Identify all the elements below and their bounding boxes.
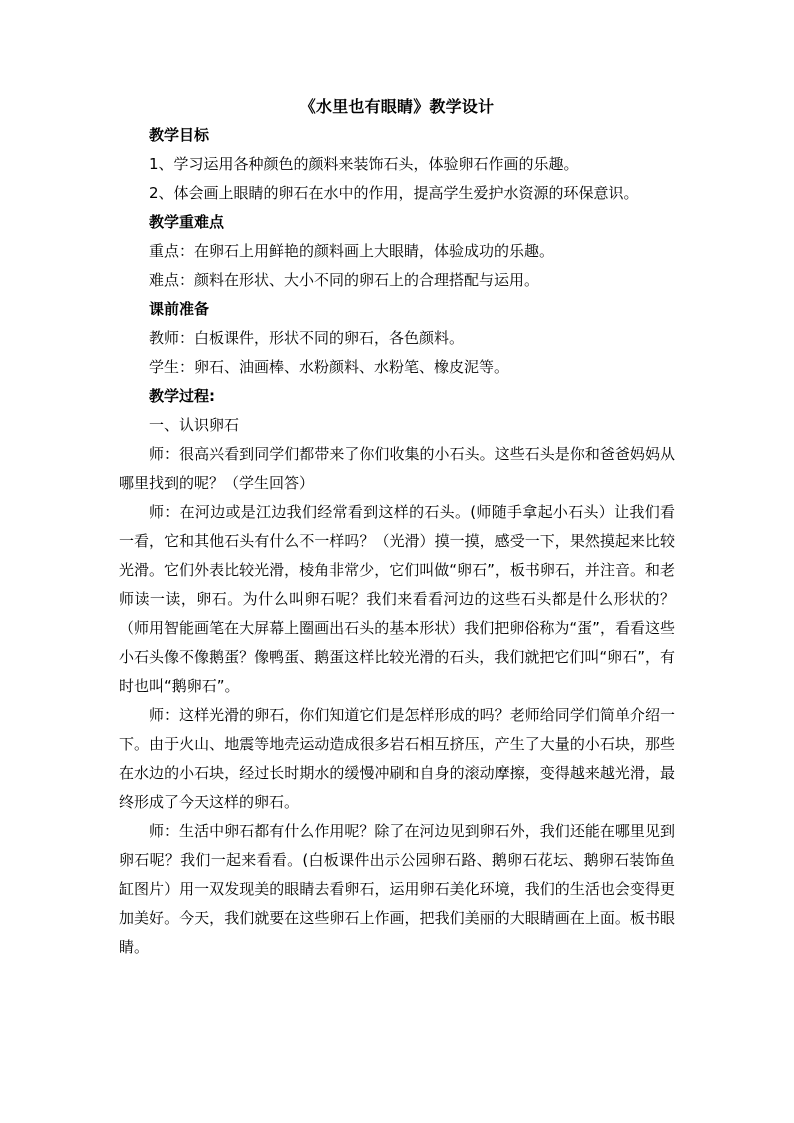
section-heading-preparation: 课前准备 [149,300,210,318]
difficult-point: 难点：颜料在形状、大小不同的卵石上的合理搭配与运用。 [149,271,540,289]
step-heading-1: 一、认识卵石 [149,416,240,434]
paragraph-3: 师：这样光滑的卵石，你们知道它们是怎样形成的吗？老师给同学们简单介绍一下。由于火山、地震等地壳运动造成很多岩石相互挤压，产生了大量的小石块，那些在水边的小石块，经过长时期水的缓慢冲刷和自身的滚动摩擦，变得越来越光滑，最终形成了今天这样的卵石。 [119,706,675,811]
student-preparation: 学生：卵石、油画棒、水粉颜料、水粉笔、橡皮泥等。 [149,358,510,376]
goal-item-2: 2、体会画上眼睛的卵石在水中的作用，提高学生爱护水资源的环保意识。 [149,184,639,202]
teacher-preparation: 教师：白板课件，形状不同的卵石，各色颜料。 [149,329,465,347]
paragraph-2: 师：在河边或是江边我们经常看到这样的石头。(师随手拿起小石头）让我们看一看，它和其他石头有什么不一样吗？（光滑）摸一摸，感受一下，果然摸起来比较光滑。它们外表比较光滑，棱角非常少，它们叫做“卵石”，板书卵石，并注音。和老师读一读，卵石。为什么叫卵石呢？我们来看看河边的这些石头都是什么形状的？（师用智能画笔在大屏幕上圈画出石头的基本形状）我们把卵俗称为“蛋”，看看这些小石头像不像鹅蛋？像鸭蛋、鹅蛋这样比较光滑的石头，我们就把它们叫“卵石”，有时也叫“鹅卵石”。 [119,503,675,695]
section-heading-key-points: 教学重难点 [149,213,225,231]
paragraph-4: 师：生活中卵石都有什么作用呢？除了在河边见到卵石外，我们还能在哪里见到卵石呢？我们一起来看看。(白板课件出示公园卵石路、鹅卵石花坛、鹅卵石装饰鱼缸图片）用一双发现美的眼睛去看卵石，运用卵石美化环境，我们的生活也会变得更加美好。今天，我们就要在这些卵石上作画，把我们美丽的大眼睛画在上面。板书眼睛。 [119,822,675,956]
section-heading-process: 教学过程: [149,387,215,405]
key-point: 重点：在卵石上用鲜艳的颜料画上大眼睛，体验成功的乐趣。 [149,242,555,260]
document-title: 《水里也有眼睛》教学设计 [299,97,495,116]
goal-item-1: 1、学习运用各种颜色的颜料来装饰石头，体验卵石作画的乐趣。 [149,155,579,173]
paragraph-1: 师：很高兴看到同学们都带来了你们收集的小石头。这些石头是你和爸爸妈妈从哪里找到的呢？（学生回答） [119,445,675,492]
section-heading-goals: 教学目标 [149,126,210,144]
document-page [119,92,675,962]
